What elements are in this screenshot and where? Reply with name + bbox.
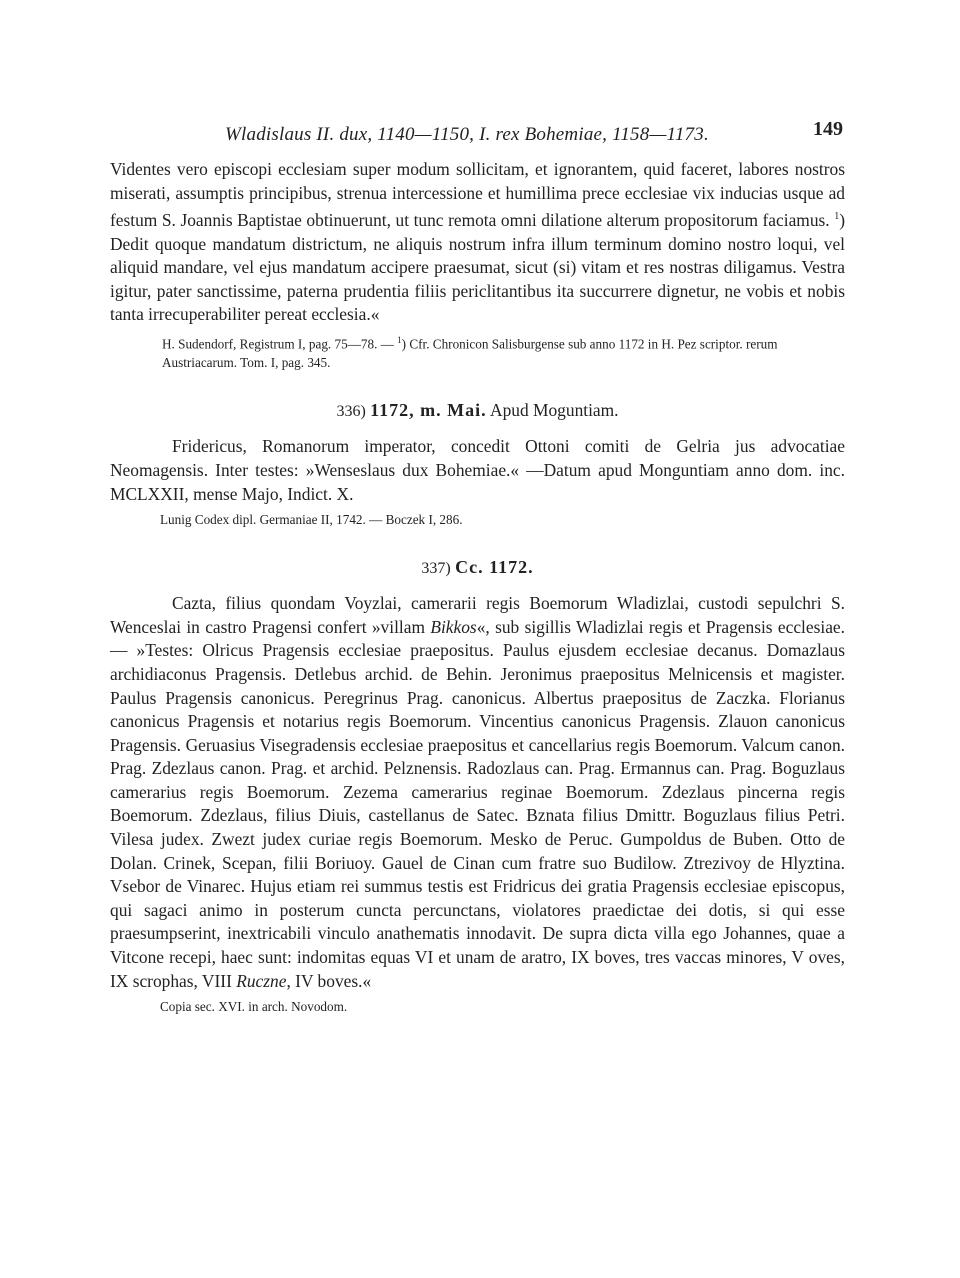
footnote-marker: 1 — [397, 334, 402, 345]
document-date: Cc. 1172. — [455, 557, 534, 578]
paragraph-text-tail: ) Dedit quoque mandatum districtum, ne aliquis nostrum infra illum terminum domino nostro loqui, vel aliquid mandare, vel ejus mandatum accipere praesumat, sicut (si) vitam et res nostras diligamus. Vestra igitur, pater sanctissime, paterna prudentia filiis periclitantibus ita succurrere dignetur, ne vobis et nobis tanta irrecuperabiliter pereat ecclesia.« — [110, 209, 845, 325]
document-text-336: Fridericus, Romanorum imperator, concedit Ottoni comiti de Gelria jus advocatiae Neomagensis. Inter testes: »Wenseslaus dux Bohemiae.« —Datum apud Monguntiam anno dom. inc. MCLXXII, mense Majo, Indict. X. — [110, 436, 845, 504]
document-heading-336 — [110, 400, 845, 421]
paragraph-continuation — [110, 158, 845, 327]
paragraph-text: Videntes vero episcopi ecclesiam super modum sollicitam, et ignorantem, quid faceret, labores nostros miserati, assumptis principibus, strenua intercessione et humillima prece ecclesiae vix inducias usque ad festum S. Joannis Baptistae obtinuerunt, ut tunc remota omni dilatione alterum propositorum faciamus. — [110, 159, 845, 230]
footnote — [110, 331, 845, 372]
page-header — [225, 118, 843, 152]
document-text-part: Cazta, filius quondam Voyzlai, camerarii regis Boemorum Wladizlai, custodi sepulchri S. Wenceslai in castro Pragensi confert »villam — [110, 593, 845, 637]
document-source-336: Lunig Codex dipl. Germaniae II, 1742. — Boczek I, 286. — [160, 512, 463, 528]
document-number: 336) — [336, 403, 366, 421]
document-text-337 — [110, 592, 845, 993]
footnote-marker: 1 — [834, 211, 840, 223]
document-number: 337) — [421, 560, 451, 578]
footnote-text: ) Cfr. Chronicon Salisburgense sub anno 1172 in H. Pez scriptor. rerum Austriacarum. Tom. I, pag. 345. — [162, 336, 778, 371]
page-body — [110, 158, 845, 1016]
footnote-source: H. Sudendorf, Registrum I, pag. 75—78. — — [162, 336, 394, 352]
document-source-337: Copia sec. XVI. in arch. Novodom. — [160, 999, 348, 1015]
document-heading-337 — [110, 557, 845, 578]
document-text-part: «, sub sigillis Wladizlai regis et Pragensis ecclesiae. — »Testes: Olricus Pragensis ecclesiae praepositus. Paulus ejusdem ecclesiae decanus. Domazlaus archidiaconus Pragensis. Detlebus archid. de Behin. Jeronimus praepositus Melnicensis et magister. Paulus Pragensis canonicus. Peregrinus Prag. canonicus. Albertus praepositus de Zaczka. Florianus canonicus Pragensis et notarius regis Boemorum. Vincentius canonicus Pragensis. Zlauon canonicus Pragensis. Geruasius Visegradensis ecclesiae praepositus et cancellarius regis Boemorum. Valcum canon. Prag. Zdezlaus canon. Prag. et archid. Pelznensis. Radozlaus can. Prag. Ermannus can. Prag. Boguzlaus camerarius regis Boemorum. Zezema camerarius reginae Boemorum. Zdezlaus pincerna regis Boemorum. Zdezlaus, filius Diuis, castellanus de Satec. Bznata filius Dmittr. Boguzlaus filius Petri. Vilesa judex. Zwezt judex curiae regis Boemorum. Mesko de Peruc. Gumpoldus de Buben. Otto de Dolan. Crinek, Scepan, filii Boriuoy. Gauel de Cinan cum fratre suo Budilow. Ztrezivoy de Hlyztina. Vsebor de Vinarec. Hujus etiam rei summus testis est Fridricus dei gratia Pragensis ecclesiae episcopus, qui sagaci animo in posterum cuncta percunctans, violatores praedictae dei dotis, si qui esse praesumpserint, inextricabili vinculo anathematis innodavit. De supra dicta villa ego Johannes, quae a Vitcone recepi, haec sunt: indomitas equas VI et unam de aratro, IX boves, tres vaccas minores, V oves, IX scrophas, VIII — [110, 616, 845, 991]
place-name-italic: Bikkos — [430, 616, 477, 637]
term-italic: Ruczne — [236, 970, 287, 991]
document-text-part: , IV boves.« — [286, 970, 372, 991]
running-title: Wladislaus II. dux, 1140—1150, I. rex Bohemiae, 1158—1173. — [225, 124, 709, 145]
document-place: Apud Moguntiam. — [490, 400, 619, 421]
document-date: 1172, m. Mai. — [370, 400, 487, 421]
page-number: 149 — [813, 118, 843, 140]
